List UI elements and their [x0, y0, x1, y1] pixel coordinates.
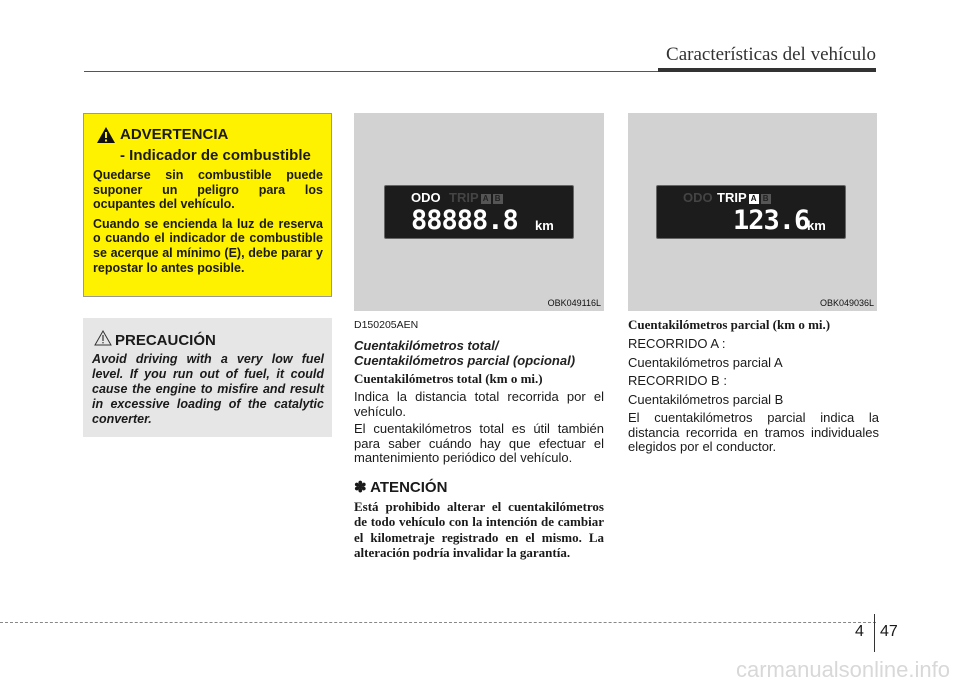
- trip-a-label: RECORRIDO A :: [628, 336, 726, 351]
- figure-code: OBK049036L: [819, 298, 874, 308]
- caution-body: Avoid driving with a very low fuel level. If you run out of fuel, it could cause the engine to misfire and result in excessive loading of the catalytic converter.: [92, 352, 324, 426]
- section-code: D150205AEN: [354, 319, 419, 331]
- lcd-display: [656, 185, 846, 239]
- warning-subtitle: - Indicador de combustible: [120, 147, 311, 164]
- watermark: carmanualsonline.info: [735, 657, 950, 682]
- caution-box: [83, 318, 332, 437]
- lcd-trip-label: [717, 190, 771, 205]
- odometer-paragraph-1: Indica la distancia total recorrida por el vehículo.: [354, 389, 604, 419]
- caution-icon: [94, 330, 112, 346]
- odometer-title: Cuentakilómetros total (km o mi.): [354, 371, 543, 386]
- header-title: Características del vehículo: [666, 44, 876, 65]
- trip-paragraph: El cuentakilómetros parcial indica la distancia recorrida en tramos individuales elegidos por el conductor.: [628, 410, 879, 454]
- lcd-unit: km: [535, 218, 554, 233]
- lcd-trip-text: TRIP: [717, 190, 747, 205]
- header-rule-accent: [658, 68, 876, 72]
- warning-icon: [96, 126, 116, 144]
- lcd-odo-label: ODO: [411, 190, 441, 205]
- lcd-trip-b: B: [493, 194, 503, 204]
- warning-paragraph: Quedarse sin combustible puede suponer un peligro para los ocupantes del vehículo.: [93, 168, 323, 212]
- lcd-trip-text: TRIP: [449, 190, 479, 205]
- warning-body: [93, 168, 323, 280]
- lcd-odo-label: ODO: [683, 190, 713, 205]
- page-number: 47: [880, 623, 898, 640]
- section-heading: Cuentakilómetros total/ Cuentakilómetros parcial (opcional): [354, 338, 576, 368]
- warning-box: [83, 113, 332, 297]
- trip-b-label: RECORRIDO B :: [628, 373, 727, 388]
- lcd-trip-label: [449, 190, 503, 205]
- lcd-unit: km: [807, 218, 826, 233]
- footer-rule: [0, 622, 876, 623]
- chapter-number: 4: [855, 623, 864, 640]
- lcd-trip-value: 123.6: [733, 205, 810, 236]
- lcd-trip-a: A: [481, 194, 491, 204]
- lcd-trip-b: B: [761, 194, 771, 204]
- attention-title: ✽ ATENCIÓN: [354, 478, 448, 496]
- column-odometer: [354, 316, 604, 561]
- warning-paragraph: Cuando se encienda la luz de reserva o cuando el indicador de combustible se acerque al mínimo (E), debe parar y repostar lo antes posible.: [93, 216, 323, 275]
- column-trip: [628, 316, 879, 455]
- figure-trip: [628, 113, 877, 311]
- caution-title: PRECAUCIÓN: [115, 332, 216, 349]
- odometer-paragraph-2: El cuentakilómetros total es útil también para saber cuándo hay que efectuar el mantenimiento periódico del vehículo.: [354, 421, 604, 465]
- footer-separator: [874, 614, 875, 652]
- trip-a-value: Cuentakilómetros parcial A: [628, 354, 783, 370]
- trip-title: Cuentakilómetros parcial (km o mi.): [628, 317, 831, 332]
- lcd-display: [384, 185, 574, 239]
- figure-odometer: [354, 113, 604, 311]
- warning-title: ADVERTENCIA: [120, 126, 229, 143]
- lcd-trip-a: A: [749, 194, 759, 204]
- trip-b-value: Cuentakilómetros parcial B: [628, 391, 784, 407]
- lcd-odometer-value: 88888.8: [411, 205, 518, 236]
- attention-body: Está prohibido alterar el cuentakilómetros de todo vehículo con la intención de cambiar el kilometraje registrado en el mismo. La alteración podría invalidar la garantía.: [354, 498, 604, 560]
- figure-code: OBK049116L: [547, 298, 601, 308]
